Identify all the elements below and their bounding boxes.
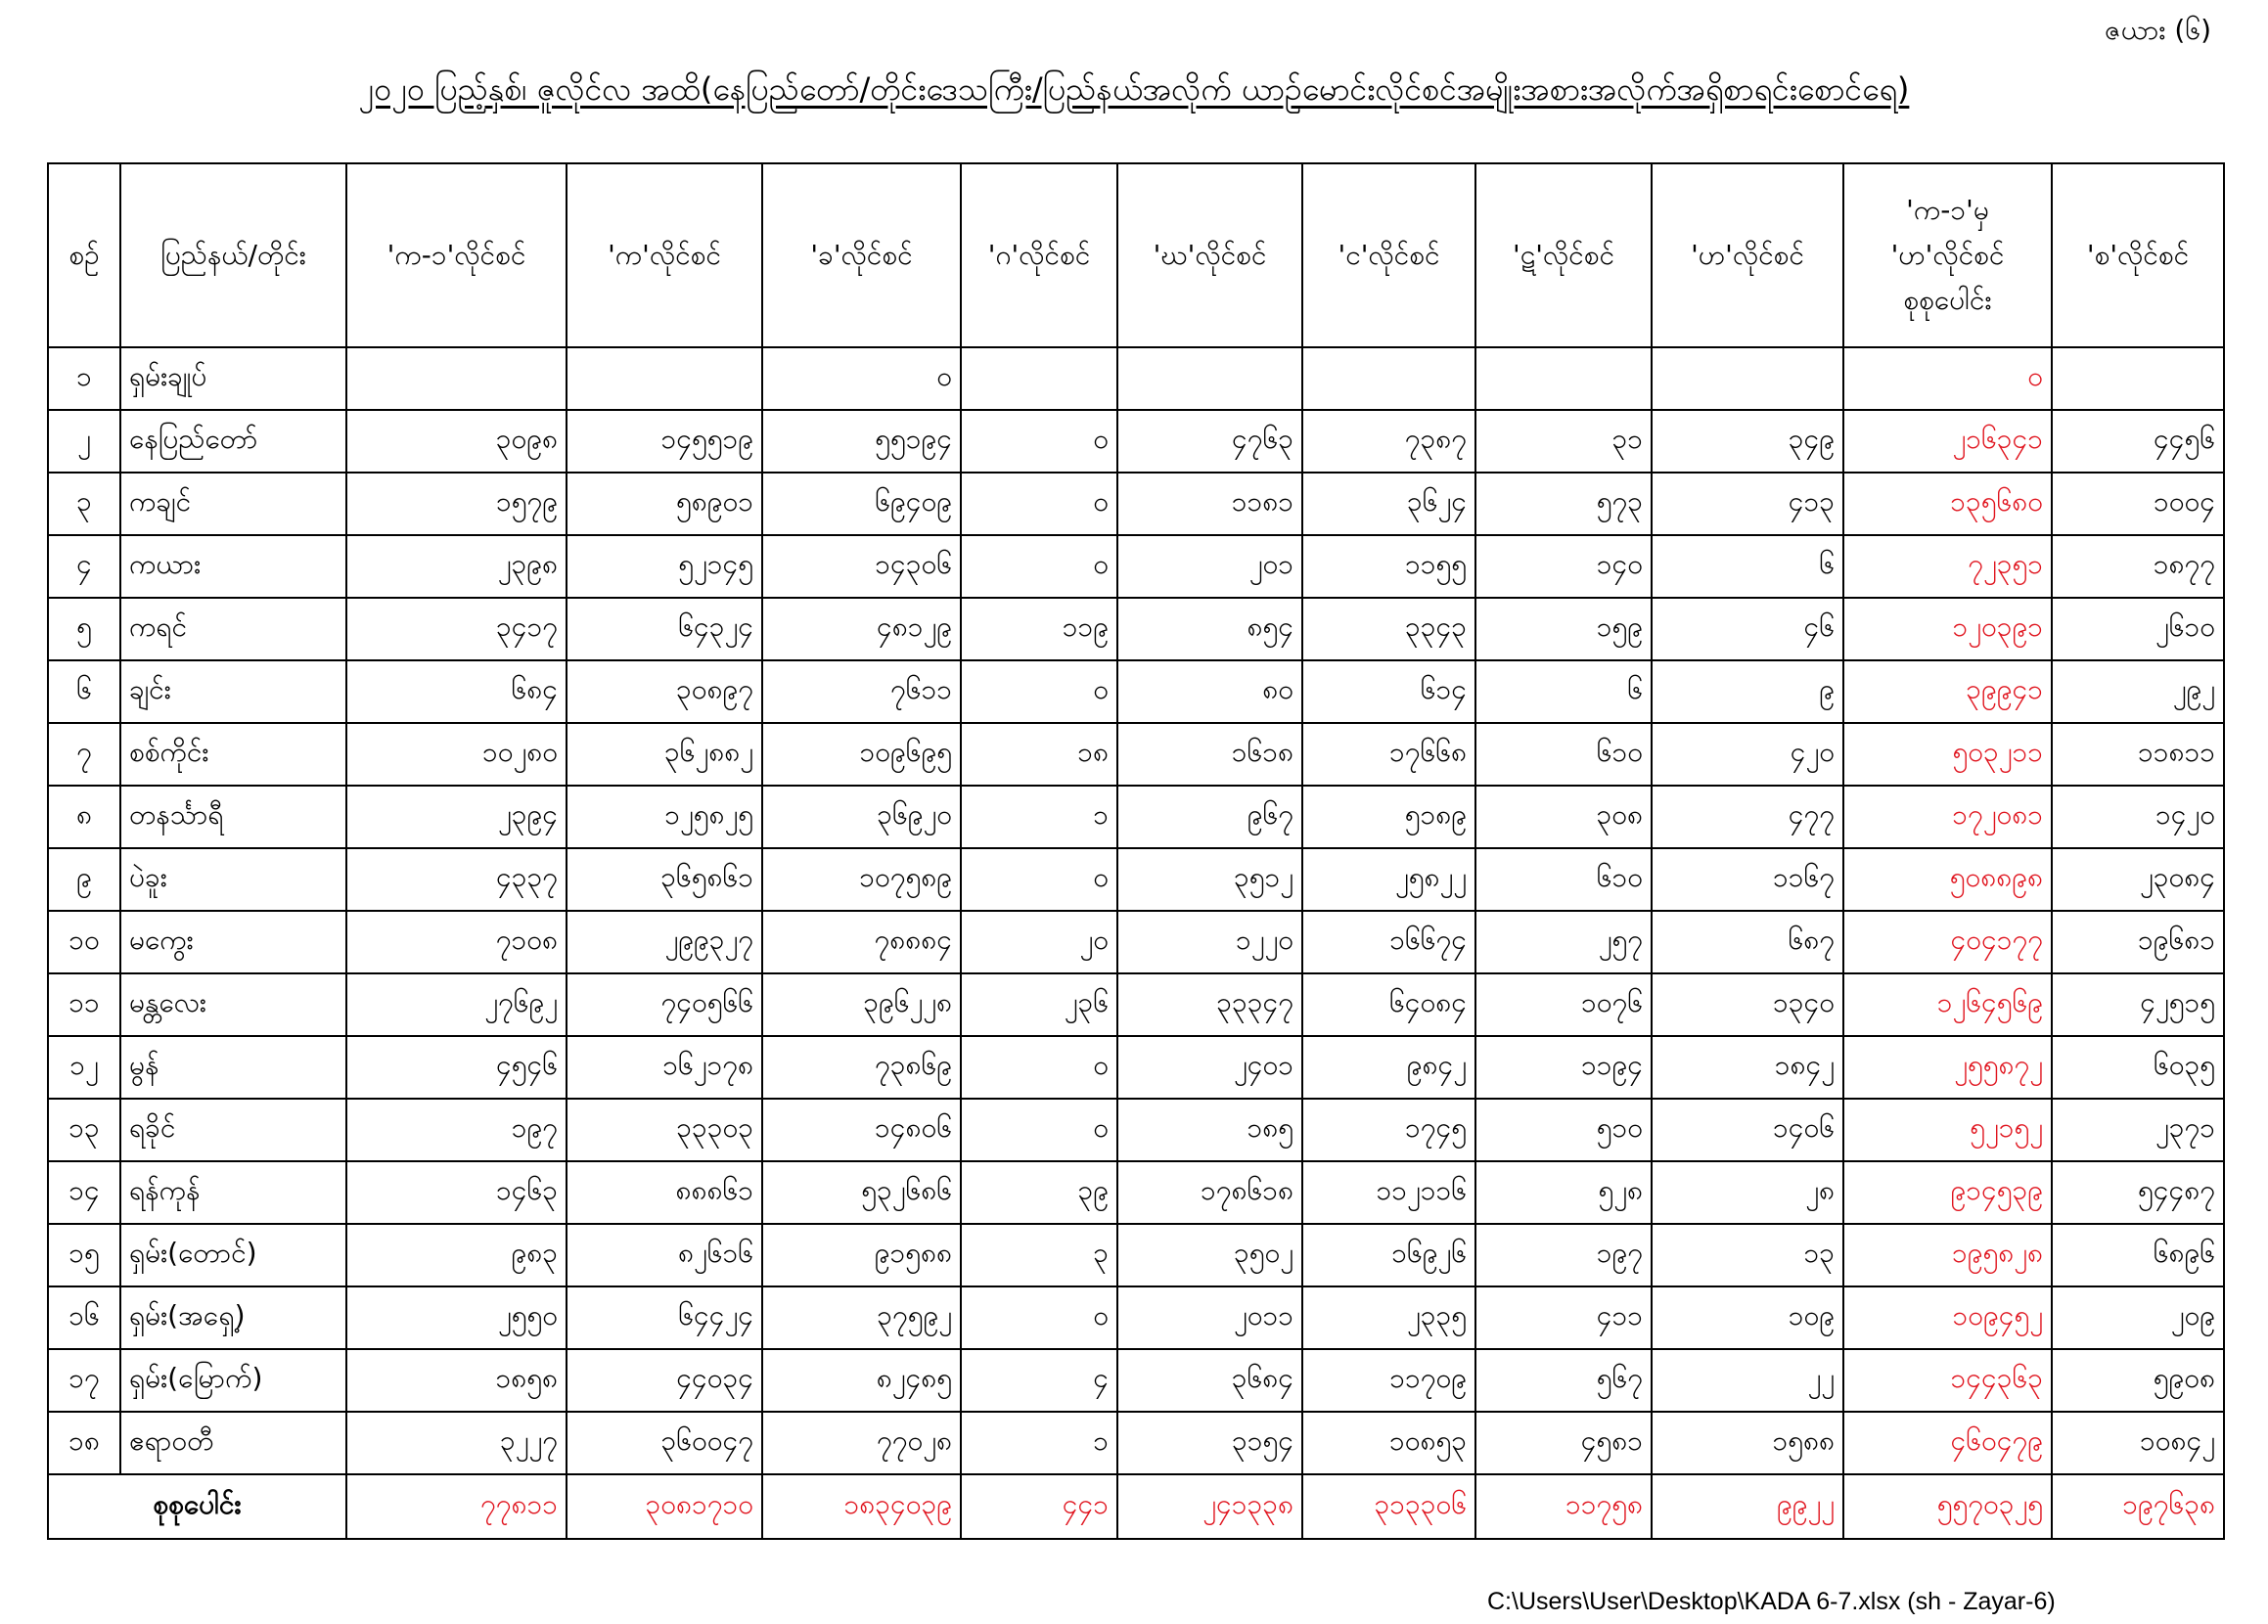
table-cell: ၆၄၃၂၄ (567, 598, 762, 660)
table-cell: ၅၉၀၈ (2052, 1349, 2224, 1412)
table-row (48, 535, 2224, 598)
table-cell: ၁၀၇၅၈၉ (762, 848, 961, 911)
table-cell: ၆၁၄ (1302, 660, 1475, 723)
total-cell: ၁၁၇၅၈ (1475, 1474, 1652, 1539)
total-cell: ၉၉၂၂ (1652, 1474, 1843, 1539)
table-cell: ၃၉၆၂၂၈ (762, 973, 961, 1036)
total-cell: ၃၁၃၃၀၆ (1302, 1474, 1475, 1539)
table-cell: ၈၂၆၁၆ (567, 1224, 762, 1286)
table-cell: ၂၃၇၁ (2052, 1099, 2224, 1161)
table-cell: ၄၇၇ (1652, 786, 1843, 848)
table-cell: ၃၇၅၉၂ (762, 1286, 961, 1349)
table-cell: ၃၆၉၂၀ (762, 786, 961, 848)
table-cell: ၁၇၄၅ (1302, 1099, 1475, 1161)
table-cell: ၅၂၈ (1475, 1161, 1652, 1224)
total-cell: ၁၉၇၆၃၈ (2052, 1474, 2224, 1539)
license-table (47, 162, 2225, 1540)
table-row (48, 660, 2224, 723)
table-cell: ၉၈၄၂ (1302, 1036, 1475, 1099)
region-name: ရခိုင် (120, 1099, 346, 1161)
table-cell: ၁၇၂၀၈၁ (1843, 786, 2052, 848)
table-cell: ၁၅၈၈ (1652, 1412, 1843, 1474)
table-cell: ၉၈၃ (346, 1224, 567, 1286)
table-cell: ၄၄၅၆ (2052, 410, 2224, 473)
table-cell: ၇၃၈၆၉ (762, 1036, 961, 1099)
table-cell: ၂၈ (1652, 1161, 1843, 1224)
table-cell: ၇၇၀၂၈ (762, 1412, 961, 1474)
table-cell: ၆၁၀ (1475, 848, 1652, 911)
table-cell: ၃၁၅၄ (1117, 1412, 1302, 1474)
table-cell: ၄၈၁၂၉ (762, 598, 961, 660)
table-cell: ၃၆၂၄ (1302, 473, 1475, 535)
table-cell: ၃၀၈၉၇ (567, 660, 762, 723)
table-cell: ၆၁၀ (1475, 723, 1652, 786)
table-cell: ၁၁၂၁၁၆ (1302, 1161, 1475, 1224)
table-cell: ၂၃၀၈၄ (2052, 848, 2224, 911)
table-cell: ၀ (961, 410, 1117, 473)
table-cell: ၈၈၈၆၁ (567, 1161, 762, 1224)
table-cell: ၁၄၈၀၆ (762, 1099, 961, 1161)
table-cell: ၄၃၃၇ (346, 848, 567, 911)
table-cell: ၄၆ (1652, 598, 1843, 660)
row-number: ၁၂ (48, 1036, 120, 1099)
table-cell: ၃ (961, 1224, 1117, 1286)
table-cell: ၆၄၀၈၄ (1302, 973, 1475, 1036)
row-number: ၂ (48, 410, 120, 473)
table-cell: ၁၁၈၁၁ (2052, 723, 2224, 786)
table-cell: ၂၃၃၅ (1302, 1286, 1475, 1349)
table-cell: ၁၄၆၃ (346, 1161, 567, 1224)
row-number: ၁၆ (48, 1286, 120, 1349)
row-number: ၁ (48, 347, 120, 410)
table-cell: ၃၃၃၀၃ (567, 1099, 762, 1161)
row-number: ၈ (48, 786, 120, 848)
table-cell: ၇၁၀၈ (346, 911, 567, 973)
column-header: စဉ် (48, 163, 120, 347)
table-cell: ၁၄၄၃၆၃ (1843, 1349, 2052, 1412)
table-cell: ၅၅၁၉၄ (762, 410, 961, 473)
table-cell: ၁၀၉ (1652, 1286, 1843, 1349)
region-name: ကရင် (120, 598, 346, 660)
table-cell: ၂၉၂ (2052, 660, 2224, 723)
table-cell: ၁၁၉၄ (1475, 1036, 1652, 1099)
row-number: ၅ (48, 598, 120, 660)
region-name: နေပြည်တော် (120, 410, 346, 473)
table-cell: ၁၈၄၂ (1652, 1036, 1843, 1099)
total-cell: ၄၄၁ (961, 1474, 1117, 1539)
table-cell: ၄၇၆၃ (1117, 410, 1302, 473)
table-cell: ၁၀၈၄၂ (2052, 1412, 2224, 1474)
table-cell: ၁၃၄၀ (1652, 973, 1843, 1036)
table-cell: ၂၇၆၉၂ (346, 973, 567, 1036)
table-cell: ၁၈၅၈ (346, 1349, 567, 1412)
table-cell: ၅၈၉၀၁ (567, 473, 762, 535)
table-cell: ၁၇၆၆၈ (1302, 723, 1475, 786)
region-name: ကယား (120, 535, 346, 598)
table-cell (1475, 347, 1652, 410)
table-row (48, 1349, 2224, 1412)
region-name: တနင်္သာရီ (120, 786, 346, 848)
table-cell: ၆၉၄၀၉ (762, 473, 961, 535)
table-cell: ၂၀၁ (1117, 535, 1302, 598)
table-cell: ၂၀၁၁ (1117, 1286, 1302, 1349)
table-cell: ၅၆၇ (1475, 1349, 1652, 1412)
table-cell: ၀ (961, 848, 1117, 911)
table-cell: ၃၄၁၇ (346, 598, 567, 660)
table-cell: ၁၁၉ (961, 598, 1117, 660)
table-cell: ၆၈၉၆ (2052, 1224, 2224, 1286)
row-number: ၁၇ (48, 1349, 120, 1412)
table-cell: ၄၁၃ (1652, 473, 1843, 535)
row-number: ၄ (48, 535, 120, 598)
table-cell: ၁၄၃၀၆ (762, 535, 961, 598)
row-number: ၁၅ (48, 1224, 120, 1286)
table-row (48, 473, 2224, 535)
table-cell: ၇၆၁၁ (762, 660, 961, 723)
total-label: စုစုပေါင်း (48, 1474, 346, 1539)
table-row (48, 598, 2224, 660)
row-number: ၁၀ (48, 911, 120, 973)
table-cell: ၂၅၈၂၂ (1302, 848, 1475, 911)
column-header: 'ဃ'လိုင်စင် (1117, 163, 1302, 347)
table-cell: ၅၄၄၈၇ (2052, 1161, 2224, 1224)
table-cell: ၆၈၇ (1652, 911, 1843, 973)
table-cell: ၃၆၈၄ (1117, 1349, 1302, 1412)
table-cell: ၃၀၈ (1475, 786, 1652, 848)
table-cell: ၀ (762, 347, 961, 410)
table-row (48, 848, 2224, 911)
table-cell: ၄ (961, 1349, 1117, 1412)
table-cell: ၂၁၆၃၄၁ (1843, 410, 2052, 473)
table-cell (1117, 347, 1302, 410)
table-cell: ၅၂၁၅၂ (1843, 1099, 2052, 1161)
table-cell: ၁၀၂၈၀ (346, 723, 567, 786)
table-cell: ၁ (961, 1412, 1117, 1474)
page-title: ၂၀၂၀ ပြည့်နှစ်၊ ဇူလိုင်လ အထိ(နေပြည်တော်/တိုင်းဒေသကြီး/ပြည်နယ်အလိုက် ယာဉ်မောင်းလိုင်စင်အမျိုးအစားအလိုက်အရှိစာရင်းစောင်ရေ) (358, 70, 1910, 108)
table-cell: ၁၂၂၀ (1117, 911, 1302, 973)
table-cell: ၂၀၉ (2052, 1286, 2224, 1349)
table-cell: ၁၆၉၂၆ (1302, 1224, 1475, 1286)
column-header: 'က-၁'လိုင်စင် (346, 163, 567, 347)
table-cell: ၁၉၅၈၂၈ (1843, 1224, 2052, 1286)
table-cell: ၅၃၂၆၈၆ (762, 1161, 961, 1224)
page-reference: ဇယား (၆) (2105, 14, 2211, 46)
table-cell: ၇၈၈၈၄ (762, 911, 961, 973)
region-name: ကချင် (120, 473, 346, 535)
table-cell: ၇၄၀၅၆၆ (567, 973, 762, 1036)
table-cell: ၅၂၁၄၅ (567, 535, 762, 598)
table-cell: ၁၃ (1652, 1224, 1843, 1286)
table-cell: ၁၁၈၁ (1117, 473, 1302, 535)
table-cell (1302, 347, 1475, 410)
table-cell: ၁၆၆၇၄ (1302, 911, 1475, 973)
table-cell: ၆၀၃၅ (2052, 1036, 2224, 1099)
table-cell: ၄၁၁ (1475, 1286, 1652, 1349)
table-cell: ၉၁၅၈၈ (762, 1224, 961, 1286)
file-path-footer: C:\Users\User\Desktop\KADA 6-7.xlsx (sh - Zayar-6) (1487, 1588, 2056, 1615)
total-cell: ၃၀၈၁၇၁၀ (567, 1474, 762, 1539)
column-header: 'က-၁'မှ 'ဟ'လိုင်စင် စုစုပေါင်း (1843, 163, 2052, 347)
column-header: 'င'လိုင်စင် (1302, 163, 1475, 347)
table-row (48, 1286, 2224, 1349)
table-cell: ၁၂၆၄၅၆၉ (1843, 973, 2052, 1036)
table-cell: ၁၂၀၃၉၁ (1843, 598, 2052, 660)
table-cell: ၁၈၇၇ (2052, 535, 2224, 598)
region-name: ရှမ်း(အရှေ့) (120, 1286, 346, 1349)
table-cell: ၁၈ (961, 723, 1117, 786)
table-cell: ၂၅၅၀ (346, 1286, 567, 1349)
table-cell: ၁၃၅၆၈၀ (1843, 473, 2052, 535)
table-cell: ၃၉၉၄၁ (1843, 660, 2052, 723)
region-name: ရှမ်းချုပ် (120, 347, 346, 410)
row-number: ၃ (48, 473, 120, 535)
table-cell: ၁၉၇ (1475, 1224, 1652, 1286)
row-number: ၇ (48, 723, 120, 786)
table-cell: ၁၁၇၀၉ (1302, 1349, 1475, 1412)
table-cell (2052, 347, 2224, 410)
table-cell: ၃၆၀၀၄၇ (567, 1412, 762, 1474)
table-cell: ၉ (1652, 660, 1843, 723)
table-cell: ၁၁၅၅ (1302, 535, 1475, 598)
table-cell: ၁၀၉၄၅၂ (1843, 1286, 2052, 1349)
column-header: 'ဟ'လိုင်စင် (1652, 163, 1843, 347)
table-cell: ၁ (961, 786, 1117, 848)
table-cell: ၅၀၃၂၁၁ (1843, 723, 2052, 786)
row-number: ၁၃ (48, 1099, 120, 1161)
region-name: ချင်း (120, 660, 346, 723)
table-cell: ၀ (961, 473, 1117, 535)
table-cell: ၀ (961, 1099, 1117, 1161)
table-cell: ၂၉၉၃၂၇ (567, 911, 762, 973)
table-cell: ၇၃၈၇ (1302, 410, 1475, 473)
row-number: ၁၈ (48, 1412, 120, 1474)
table-cell: ၂၆၁၀ (2052, 598, 2224, 660)
table-cell: ၁၁၆၇ (1652, 848, 1843, 911)
table-cell: ၁၄၅၅၁၉ (567, 410, 762, 473)
table-cell: ၉၆၇ (1117, 786, 1302, 848)
region-name: မန္တလေး (120, 973, 346, 1036)
row-number: ၆ (48, 660, 120, 723)
row-number: ၁၁ (48, 973, 120, 1036)
table-cell: ၇၂၃၅၁ (1843, 535, 2052, 598)
table-cell: ၂၃၉၈ (346, 535, 567, 598)
table-row (48, 786, 2224, 848)
table-cell: ၁၆၂၁၇၈ (567, 1036, 762, 1099)
table-row (48, 1224, 2224, 1286)
table-cell: ၃၁ (1475, 410, 1652, 473)
column-header: 'ခ'လိုင်စင် (762, 163, 961, 347)
column-header: 'စ'လိုင်စင် (2052, 163, 2224, 347)
table-cell (961, 347, 1117, 410)
table-cell: ၁၇၈၆၁၈ (1117, 1161, 1302, 1224)
table-row (48, 1161, 2224, 1224)
column-header: 'ဋ'လိုင်စင် (1475, 163, 1652, 347)
table-row (48, 723, 2224, 786)
table-cell: ၄၂၀ (1652, 723, 1843, 786)
table-cell: ၀ (961, 1286, 1117, 1349)
table-cell: ၃၅၁၂ (1117, 848, 1302, 911)
table-cell: ၁၀၈၅၃ (1302, 1412, 1475, 1474)
table-cell: ၃၆၂၈၈၂ (567, 723, 762, 786)
total-row (48, 1474, 2224, 1539)
table-cell: ၄၆၀၄၇၉ (1843, 1412, 2052, 1474)
total-cell: ၂၄၁၃၃၈ (1117, 1474, 1302, 1539)
table-cell: ၈၂၄၈၅ (762, 1349, 961, 1412)
region-name: စစ်ကိုင်း (120, 723, 346, 786)
table-cell: ၃၀၉၈ (346, 410, 567, 473)
table-cell: ၄၅၈၁ (1475, 1412, 1652, 1474)
table-cell: ၉၁၄၅၃၉ (1843, 1161, 2052, 1224)
table-cell: ၁၄၂၀ (2052, 786, 2224, 848)
total-cell: ၁၈၃၄၀၃၉ (762, 1474, 961, 1539)
table-row (48, 1036, 2224, 1099)
table-cell: ၆၄၄၂၄ (567, 1286, 762, 1349)
region-name: ရန်ကုန် (120, 1161, 346, 1224)
table-cell: ၅၀၈၈၉၈ (1843, 848, 2052, 911)
table-cell: ၁၆၁၈ (1117, 723, 1302, 786)
table-cell: ၄၄၀၃၄ (567, 1349, 762, 1412)
table-cell: ၅၁၀ (1475, 1099, 1652, 1161)
table-cell: ၁၈၅ (1117, 1099, 1302, 1161)
table-cell: ၂၂ (1652, 1349, 1843, 1412)
table-cell: ၄၂၅၁၅ (2052, 973, 2224, 1036)
table-cell (1652, 347, 1843, 410)
region-name: ရှမ်း(တောင်) (120, 1224, 346, 1286)
column-header: ပြည်နယ်/တိုင်း (120, 163, 346, 347)
table-cell: ၂၃၉၄ (346, 786, 567, 848)
table-row (48, 347, 2224, 410)
region-name: ပဲခူး (120, 848, 346, 911)
table-cell: ၁၅၇၉ (346, 473, 567, 535)
table-cell: ၁၉၆၈၁ (2052, 911, 2224, 973)
table-cell (346, 347, 567, 410)
table-row (48, 973, 2224, 1036)
table-cell: ၅၁၈၉ (1302, 786, 1475, 848)
table-cell: ၃၂၂၇ (346, 1412, 567, 1474)
table-cell: ၈၀ (1117, 660, 1302, 723)
region-name: ဧရာဝတီ (120, 1412, 346, 1474)
table-cell: ၂၅၇ (1475, 911, 1652, 973)
table-cell: ၅၇၃ (1475, 473, 1652, 535)
total-cell: ၅၅၇၀၃၂၅ (1843, 1474, 2052, 1539)
table-cell (567, 347, 762, 410)
table-row (48, 911, 2224, 973)
column-header: 'က'လိုင်စင် (567, 163, 762, 347)
table-cell: ၁၄၀ (1475, 535, 1652, 598)
table-cell: ၃၅၀၂ (1117, 1224, 1302, 1286)
table-cell: ၈၅၄ (1117, 598, 1302, 660)
table-cell: ၂၅၅၈၇၂ (1843, 1036, 2052, 1099)
row-number: ၁၄ (48, 1161, 120, 1224)
table-cell: ၁၉၇ (346, 1099, 567, 1161)
table-cell: ၃၉ (961, 1161, 1117, 1224)
table-cell: ၄၅၄၆ (346, 1036, 567, 1099)
table-cell: ၂၃၆ (961, 973, 1117, 1036)
table-cell: ၁၀၉၆၉၅ (762, 723, 961, 786)
region-name: မွန် (120, 1036, 346, 1099)
table-cell: ၄၀၄၁၇၇ (1843, 911, 2052, 973)
region-name: ရှမ်း(မြောက်) (120, 1349, 346, 1412)
table-cell: ၂၄၀၁ (1117, 1036, 1302, 1099)
column-header: 'ဂ'လိုင်စင် (961, 163, 1117, 347)
table-cell: ၃၆၅၈၆၁ (567, 848, 762, 911)
table-cell: ၀ (961, 660, 1117, 723)
table-cell: ၃၃၄၃ (1302, 598, 1475, 660)
table-header-row (48, 163, 2224, 347)
table-cell: ၆၈၄ (346, 660, 567, 723)
total-cell: ၇၇၈၁၁ (346, 1474, 567, 1539)
table-cell: ၀ (961, 1036, 1117, 1099)
table-cell: ၁၅၉ (1475, 598, 1652, 660)
table-cell: ၁၄၀၆ (1652, 1099, 1843, 1161)
table-cell: ၀ (1843, 347, 2052, 410)
table-cell: ၃၄၉ (1652, 410, 1843, 473)
table-row (48, 1099, 2224, 1161)
table-cell: ၁၀၀၄ (2052, 473, 2224, 535)
table-row (48, 1412, 2224, 1474)
table-cell: ၁၂၅၈၂၅ (567, 786, 762, 848)
table-cell: ၀ (961, 535, 1117, 598)
table-row (48, 410, 2224, 473)
table-cell: ၁၀၇၆ (1475, 973, 1652, 1036)
table-cell: ၆ (1652, 535, 1843, 598)
row-number: ၉ (48, 848, 120, 911)
region-name: မကွေး (120, 911, 346, 973)
table-cell: ၂၀ (961, 911, 1117, 973)
table-cell: ၃၃၃၄၇ (1117, 973, 1302, 1036)
table-cell: ၆ (1475, 660, 1652, 723)
